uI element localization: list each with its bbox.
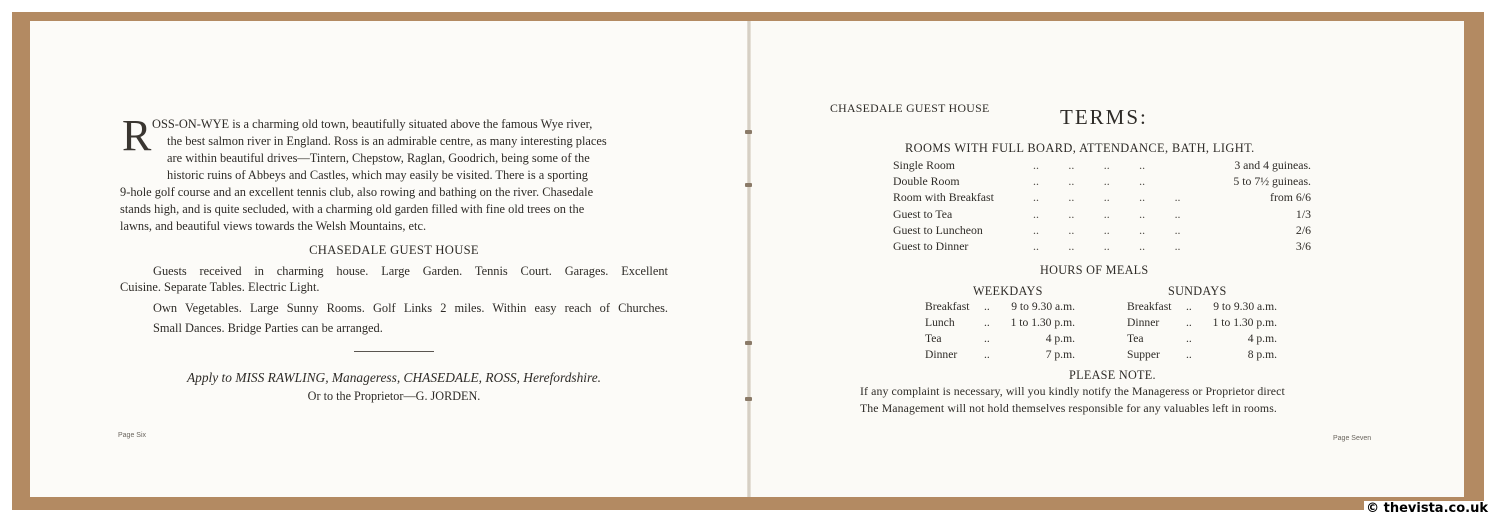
weekday-meal-row — [925, 316, 1075, 332]
staple — [745, 341, 752, 345]
leader-dots: .. — [984, 332, 990, 345]
meal-name: Supper — [1127, 348, 1160, 361]
rate-label: Guest to Dinner — [893, 239, 969, 253]
staple — [745, 183, 752, 187]
divider — [354, 351, 434, 352]
guest-house-header: CHASEDALE GUEST HOUSE — [830, 101, 990, 115]
staple — [745, 130, 752, 134]
sunday-meal-row — [1127, 300, 1277, 316]
leader-dots: .. — [1186, 300, 1192, 313]
intro-line: are within beautiful drives—Tintern, Chepstow, Raglan, Goodrich, being some of the — [167, 151, 590, 165]
meal-name: Dinner — [925, 348, 958, 361]
rate-price: 3 and 4 guineas. — [1234, 158, 1311, 172]
drop-cap: R — [122, 111, 152, 160]
rate-price: 1/3 — [1295, 207, 1311, 221]
sunday-meal-row — [1127, 348, 1277, 364]
meal-name: Tea — [925, 332, 942, 345]
rooms-heading: ROOMS WITH FULL BOARD, ATTENDANCE, BATH, LIGHT. — [905, 141, 1255, 155]
rate-label: Guest to Tea — [893, 207, 953, 221]
meal-time: 8 p.m. — [1247, 348, 1277, 361]
amenity-line: Small Dances. Bridge Parties can be arranged. — [153, 321, 383, 335]
note-line: The Management will not hold themselves responsible for any valuables left in rooms. — [860, 401, 1277, 415]
rate-price: 2/6 — [1295, 223, 1311, 237]
meal-name: Lunch — [925, 316, 955, 329]
meal-time: 1 to 1.30 p.m. — [1212, 316, 1277, 329]
weekday-meal-row — [925, 332, 1075, 348]
page-seven — [750, 21, 1464, 497]
meal-name: Breakfast — [925, 300, 970, 313]
intro-line: stands high, and is quite secluded, with a charming old garden filled with fine old trees on the — [120, 202, 585, 216]
rate-label: Guest to Luncheon — [893, 223, 983, 237]
rate-price: 5 to 7½ guineas. — [1233, 174, 1311, 188]
amenity-line: Own Vegetables. Large Sunny Rooms. Golf Links 2 miles. Within easy reach of Churches. — [153, 301, 668, 315]
leader-dots: .. .. .. .. — [1033, 158, 1146, 172]
meal-name: Tea — [1127, 332, 1144, 345]
leader-dots: .. .. .. .. .. — [1033, 190, 1181, 204]
hours-title: HOURS OF MEALS — [1040, 263, 1149, 277]
intro-line: historic ruins of Abbeys and Castles, which may easily be visited. There is a sporting — [167, 168, 588, 182]
rate-label: Single Room — [893, 158, 955, 172]
sundays-heading: SUNDAYS — [1168, 284, 1227, 298]
section-title: CHASEDALE GUEST HOUSE — [309, 243, 479, 257]
leader-dots: .. — [1186, 332, 1192, 345]
meal-name: Breakfast — [1127, 300, 1172, 313]
intro-line: 9-hole golf course and an excellent tennis club, also rowing and bathing on the river. Chasedale — [120, 185, 594, 199]
intro-paragraph — [120, 111, 668, 235]
proprietor-text: Or to the Proprietor—G. JORDEN. — [307, 389, 481, 403]
meal-time: 9 to 9.30 a.m. — [1213, 300, 1277, 313]
leader-dots: .. .. .. .. .. — [1033, 223, 1181, 237]
leader-dots: .. — [984, 316, 990, 329]
leader-dots: .. — [1186, 348, 1192, 361]
rate-row — [893, 190, 1311, 206]
page-six — [30, 21, 748, 497]
rate-row — [893, 239, 1311, 255]
meal-time: 4 p.m. — [1247, 332, 1277, 345]
rate-label: Room with Breakfast — [893, 190, 994, 204]
rate-row — [893, 174, 1311, 190]
apply-text: Apply to MISS RAWLING, Manageress, CHASEDALE, ROSS, Herefordshire. — [186, 370, 602, 385]
intro-line: OSS-ON-WYE is a charming old town, beautifully situated above the famous Wye river, — [152, 117, 593, 131]
weekday-meal-row — [925, 348, 1075, 364]
intro-line: lawns, and beautiful views towards the Welsh Mountains, etc. — [120, 219, 427, 233]
weekdays-heading: WEEKDAYS — [973, 284, 1043, 298]
copyright-watermark: © thevista.co.uk — [1366, 501, 1488, 516]
amenity-line: Guests received in charming house. Large Garden. Tennis Court. Garages. Excellent — [153, 264, 668, 278]
rate-label: Double Room — [893, 174, 960, 188]
staple — [745, 397, 752, 401]
please-note: PLEASE NOTE. — [1069, 368, 1156, 382]
meal-time: 9 to 9.30 a.m. — [1011, 300, 1075, 313]
rate-price: from 6/6 — [1270, 190, 1311, 204]
note-line: If any complaint is necessary, will you kindly notify the Manageress or Proprietor direct — [860, 384, 1285, 398]
center-fold — [747, 21, 751, 497]
leader-dots: .. .. .. .. .. — [1033, 207, 1181, 221]
leader-dots: .. .. .. .. .. — [1033, 239, 1181, 253]
meal-time: 4 p.m. — [1045, 332, 1075, 345]
sunday-meal-row — [1127, 332, 1277, 348]
meal-time: 1 to 1.30 p.m. — [1010, 316, 1075, 329]
rate-price: 3/6 — [1295, 239, 1311, 253]
leader-dots: .. — [984, 348, 990, 361]
terms-title: TERMS: — [1060, 105, 1148, 129]
weekday-meal-row — [925, 300, 1075, 316]
leader-dots: .. .. .. .. — [1033, 174, 1146, 188]
rate-row — [893, 207, 1311, 223]
meal-name: Dinner — [1127, 316, 1160, 329]
rate-row — [893, 223, 1311, 239]
meal-time: 7 p.m. — [1045, 348, 1075, 361]
leader-dots: .. — [1186, 316, 1192, 329]
intro-line: the best salmon river in England. Ross is an admirable centre, as many interesting places — [167, 134, 607, 148]
sunday-meal-row — [1127, 316, 1277, 332]
amenity-line: Cuisine. Separate Tables. Electric Light. — [120, 280, 320, 294]
rate-row — [893, 158, 1311, 174]
leader-dots: .. — [984, 300, 990, 313]
page-number: Page Six — [118, 432, 147, 439]
page-number: Page Seven — [1333, 435, 1372, 442]
